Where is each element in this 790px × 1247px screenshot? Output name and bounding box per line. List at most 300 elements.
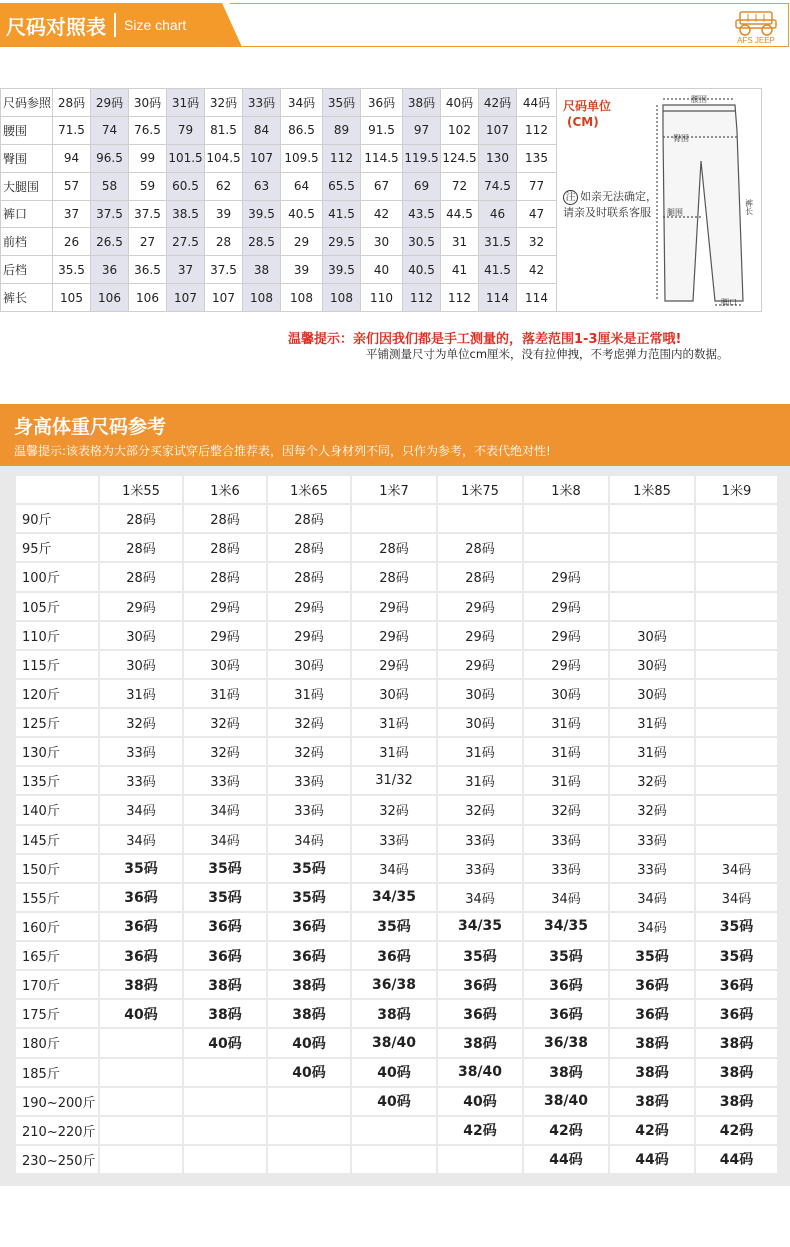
measurement-label: 大腿围 (1, 172, 53, 200)
recommended-size: 28码 (352, 534, 436, 561)
pants-diagram (653, 91, 757, 307)
recommended-size: 32码 (352, 796, 436, 823)
recommended-size: 38码 (184, 971, 266, 998)
recommended-size: 33码 (524, 826, 608, 853)
measurement-value: 39 (205, 200, 243, 228)
measurement-value: 102 (441, 116, 479, 144)
recommended-size: 44码 (610, 1146, 694, 1173)
recommend-row (16, 738, 777, 765)
recommended-size: 44码 (696, 1146, 777, 1173)
recommend-row (16, 826, 777, 853)
weight-label: 125斤 (16, 709, 98, 736)
page-title: 尺码对照表 (6, 15, 106, 39)
weight-label: 210~220斤 (16, 1117, 98, 1144)
recommended-size: 34码 (696, 884, 777, 911)
measurement-label: 裤长 (1, 284, 53, 312)
measurement-value: 112 (403, 284, 441, 312)
recommended-size: 31码 (438, 738, 522, 765)
height-header: 1米8 (524, 476, 608, 503)
weight-label: 145斤 (16, 826, 98, 853)
recommended-size: 30码 (438, 709, 522, 736)
recommend-row (16, 1088, 777, 1115)
recommended-size: 40码 (438, 1088, 522, 1115)
measurement-value: 31 (441, 228, 479, 256)
recommend-row (16, 855, 777, 882)
size-diagram-panel (557, 89, 762, 312)
recommended-size (352, 1117, 436, 1144)
size-column-header: 38码 (403, 89, 441, 117)
measurement-value: 130 (479, 144, 517, 172)
recommended-size: 31码 (524, 738, 608, 765)
recommended-size (184, 1117, 266, 1144)
recommended-size: 29码 (100, 593, 182, 620)
measurement-value: 77 (517, 172, 557, 200)
recommend-corner-cell (16, 476, 98, 503)
recommended-size: 31码 (524, 767, 608, 794)
measurement-value: 60.5 (167, 172, 205, 200)
recommended-size: 33码 (268, 796, 350, 823)
measurement-value: 62 (205, 172, 243, 200)
recommended-size: 36码 (696, 971, 777, 998)
recommend-row (16, 534, 777, 561)
recommend-row (16, 1117, 777, 1144)
measurement-value: 114 (517, 284, 557, 312)
recommend-row (16, 971, 777, 998)
recommended-size: 32码 (268, 738, 350, 765)
recommended-size (184, 1059, 266, 1086)
recommended-size: 28码 (268, 563, 350, 590)
recommended-size: 35码 (352, 913, 436, 940)
recommended-size (610, 563, 694, 590)
recommend-row (16, 622, 777, 649)
recommended-size: 28码 (100, 563, 182, 590)
recommended-size: 30码 (184, 651, 266, 678)
recommended-size: 36码 (524, 971, 608, 998)
recommended-size: 31/32 (352, 767, 436, 794)
recommended-size: 38码 (524, 1059, 608, 1086)
height-header: 1米9 (696, 476, 777, 503)
recommended-size (268, 1146, 350, 1173)
recommended-size (268, 1117, 350, 1144)
recommended-size: 35码 (184, 855, 266, 882)
recommended-size: 33码 (100, 738, 182, 765)
measurement-label: 后档 (1, 256, 53, 284)
measurement-value: 86.5 (281, 116, 323, 144)
recommended-size: 34码 (100, 796, 182, 823)
recommended-size: 28码 (352, 563, 436, 590)
size-reference-header: 尺码参照 (1, 89, 53, 117)
recommended-size: 30码 (610, 622, 694, 649)
recommended-size: 33码 (100, 767, 182, 794)
tip-secondary: 平铺测量尺寸为单位cm厘米，没有拉伸拽，不考虑弹力范围内的数据。 (366, 347, 729, 361)
recommend-row (16, 1000, 777, 1027)
measurement-value: 76.5 (129, 116, 167, 144)
recommended-size: 33码 (352, 826, 436, 853)
weight-label: 120斤 (16, 680, 98, 707)
measurement-value: 63 (243, 172, 281, 200)
measurement-value: 94 (53, 144, 91, 172)
recommended-size: 38码 (610, 1088, 694, 1115)
recommended-size: 38码 (696, 1059, 777, 1086)
weight-label: 165斤 (16, 942, 98, 969)
measurement-value: 40 (361, 256, 403, 284)
recommended-size: 32码 (610, 767, 694, 794)
recommended-size (352, 505, 436, 532)
measurement-value: 26.5 (91, 228, 129, 256)
measurement-value: 37.5 (91, 200, 129, 228)
recommended-size: 33码 (438, 826, 522, 853)
measurement-value: 31.5 (479, 228, 517, 256)
measurement-value: 108 (243, 284, 281, 312)
recommend-row (16, 680, 777, 707)
recommended-size (696, 738, 777, 765)
measurement-value: 64 (281, 172, 323, 200)
recommended-size: 42码 (610, 1117, 694, 1144)
measurement-value: 69 (403, 172, 441, 200)
recommended-size: 36码 (100, 913, 182, 940)
recommended-size: 31码 (100, 680, 182, 707)
measurement-value: 30 (361, 228, 403, 256)
recommended-size (100, 1059, 182, 1086)
recommended-size (268, 1088, 350, 1115)
recommended-size: 34码 (524, 884, 608, 911)
recommended-size: 34码 (610, 913, 694, 940)
recommend-row (16, 942, 777, 969)
recommended-size: 30码 (438, 680, 522, 707)
weight-label: 90斤 (16, 505, 98, 532)
measurement-value: 29.5 (323, 228, 361, 256)
recommended-size: 33码 (268, 767, 350, 794)
recommended-size: 40码 (100, 1000, 182, 1027)
measurement-value: 114 (479, 284, 517, 312)
recommended-size (352, 1146, 436, 1173)
height-header: 1米75 (438, 476, 522, 503)
measurement-value: 106 (129, 284, 167, 312)
measurement-value: 42 (517, 256, 557, 284)
measurement-value: 57 (53, 172, 91, 200)
recommended-size: 40码 (352, 1059, 436, 1086)
recommended-size: 34码 (100, 826, 182, 853)
measurement-label: 前档 (1, 228, 53, 256)
recommended-size: 40码 (184, 1029, 266, 1056)
recommended-size: 28码 (184, 563, 266, 590)
measurement-value: 101.5 (167, 144, 205, 172)
recommended-size (524, 505, 608, 532)
recommended-size: 36码 (184, 942, 266, 969)
recommend-row (16, 796, 777, 823)
measurement-value: 106 (91, 284, 129, 312)
recommended-size: 35码 (268, 884, 350, 911)
measurement-value: 89 (323, 116, 361, 144)
measurement-value: 40.5 (281, 200, 323, 228)
diagram-thigh-label: 腿围 (667, 208, 683, 217)
recommended-size: 38码 (352, 1000, 436, 1027)
recommend-title: 身高体重尺码参考 (14, 416, 167, 438)
measurement-value: 99 (129, 144, 167, 172)
measurement-value: 84 (243, 116, 281, 144)
recommended-size: 29码 (352, 593, 436, 620)
recommended-size: 28码 (438, 534, 522, 561)
measurement-value: 74.5 (479, 172, 517, 200)
recommended-size: 38码 (268, 971, 350, 998)
recommended-size: 29码 (438, 651, 522, 678)
measurement-value: 107 (479, 116, 517, 144)
measurement-value: 114.5 (361, 144, 403, 172)
measurement-value: 39 (281, 256, 323, 284)
recommended-size: 33码 (524, 855, 608, 882)
recommended-size: 38码 (184, 1000, 266, 1027)
measurement-value: 39.5 (243, 200, 281, 228)
recommended-size: 36/38 (524, 1029, 608, 1056)
recommended-size (696, 651, 777, 678)
weight-label: 230~250斤 (16, 1146, 98, 1173)
recommended-size: 28码 (268, 505, 350, 532)
recommended-size: 32码 (268, 709, 350, 736)
recommended-size: 29码 (524, 651, 608, 678)
measurement-value: 36 (91, 256, 129, 284)
recommended-size (100, 1146, 182, 1173)
recommended-size: 33码 (184, 767, 266, 794)
measurement-value: 37.5 (205, 256, 243, 284)
measurement-value: 59 (129, 172, 167, 200)
measurement-value: 41 (441, 256, 479, 284)
recommended-size: 29码 (184, 622, 266, 649)
recommended-size: 40码 (268, 1029, 350, 1056)
recommended-size: 36/38 (352, 971, 436, 998)
page-subtitle: Size chart (124, 17, 187, 33)
recommended-size: 44码 (524, 1146, 608, 1173)
recommend-table (14, 474, 779, 1175)
header-banner (0, 3, 790, 47)
measurement-label: 腰围 (1, 116, 53, 144)
measurement-value: 71.5 (53, 116, 91, 144)
measurement-value: 39.5 (323, 256, 361, 284)
size-column-header: 34码 (281, 89, 323, 117)
recommended-size: 29码 (352, 651, 436, 678)
measurement-value: 37.5 (129, 200, 167, 228)
recommended-size: 29码 (268, 622, 350, 649)
weight-label: 110斤 (16, 622, 98, 649)
recommended-size: 30码 (610, 680, 694, 707)
recommended-size (438, 505, 522, 532)
measurement-value: 44.5 (441, 200, 479, 228)
recommended-size: 38/40 (524, 1088, 608, 1115)
recommended-size: 31码 (610, 738, 694, 765)
measurement-value: 36.5 (129, 256, 167, 284)
brand-logo (726, 6, 786, 48)
recommended-size: 36码 (268, 913, 350, 940)
weight-label: 180斤 (16, 1029, 98, 1056)
measurement-value: 67 (361, 172, 403, 200)
recommended-size: 34码 (184, 826, 266, 853)
recommended-size: 33码 (610, 826, 694, 853)
recommended-size: 31码 (184, 680, 266, 707)
measurement-value: 96.5 (91, 144, 129, 172)
recommend-row (16, 651, 777, 678)
recommend-row (16, 913, 777, 940)
recommended-size: 33码 (610, 855, 694, 882)
measurement-value: 107 (205, 284, 243, 312)
measurement-value: 41.5 (479, 256, 517, 284)
recommended-size: 28码 (184, 505, 266, 532)
recommend-row (16, 563, 777, 590)
recommended-size: 29码 (524, 563, 608, 590)
recommended-size (696, 709, 777, 736)
measurement-value: 30.5 (403, 228, 441, 256)
recommended-size: 35码 (610, 942, 694, 969)
measurement-value: 47 (517, 200, 557, 228)
recommended-size (610, 505, 694, 532)
recommend-banner (0, 404, 790, 466)
weight-label: 175斤 (16, 1000, 98, 1027)
measurement-value: 32 (517, 228, 557, 256)
recommended-size: 35码 (696, 913, 777, 940)
recommended-size: 38/40 (352, 1029, 436, 1056)
recommend-row (16, 709, 777, 736)
recommended-size: 38/40 (438, 1059, 522, 1086)
recommended-size: 31码 (610, 709, 694, 736)
recommend-row (16, 1146, 777, 1173)
recommend-header-row (16, 476, 777, 503)
recommended-size: 38码 (100, 971, 182, 998)
recommended-size: 29码 (438, 622, 522, 649)
measurement-value: 41.5 (323, 200, 361, 228)
recommended-size: 34码 (438, 884, 522, 911)
recommended-size: 30码 (524, 680, 608, 707)
recommended-size (696, 505, 777, 532)
recommended-size: 38码 (696, 1088, 777, 1115)
weight-label: 140斤 (16, 796, 98, 823)
measurement-value: 81.5 (205, 116, 243, 144)
recommended-size: 35码 (524, 942, 608, 969)
size-column-header: 33码 (243, 89, 281, 117)
weight-label: 130斤 (16, 738, 98, 765)
measurement-value: 74 (91, 116, 129, 144)
measurement-value: 35.5 (53, 256, 91, 284)
recommended-size (610, 593, 694, 620)
recommended-size: 42码 (438, 1117, 522, 1144)
recommend-note: 温馨提示:该表格为大部分买家试穿后整合推荐表，因每个人身材列不同，只作为参考，不表代绝对性! (14, 444, 551, 458)
recommended-size: 34/35 (352, 884, 436, 911)
header-outline (230, 3, 789, 47)
measurement-value: 37 (167, 256, 205, 284)
recommended-size: 36码 (696, 1000, 777, 1027)
recommended-size: 36码 (100, 884, 182, 911)
recommended-size: 33码 (438, 855, 522, 882)
recommended-size: 38码 (438, 1029, 522, 1056)
measurement-value: 27 (129, 228, 167, 256)
recommended-size: 36码 (610, 971, 694, 998)
recommended-size: 38码 (696, 1029, 777, 1056)
recommended-size: 29码 (438, 593, 522, 620)
recommended-size: 34/35 (438, 913, 522, 940)
weight-label: 190~200斤 (16, 1088, 98, 1115)
tip-main: 温馨提示：亲们因我们都是手工测量的，落差范围1-3厘米是正常哦! (288, 332, 682, 347)
recommended-size: 34/35 (524, 913, 608, 940)
unit-value: (CM) (567, 115, 599, 129)
recommended-size (696, 796, 777, 823)
recommended-size: 35码 (696, 942, 777, 969)
recommended-size (100, 1088, 182, 1115)
height-header: 1米55 (100, 476, 182, 503)
recommended-size: 34码 (610, 884, 694, 911)
recommended-size: 29码 (184, 593, 266, 620)
jeep-logo-icon (726, 6, 786, 38)
recommended-size: 35码 (268, 855, 350, 882)
title-divider (114, 13, 116, 37)
recommended-size: 36码 (100, 942, 182, 969)
measurement-value: 109.5 (281, 144, 323, 172)
measurement-value: 124.5 (441, 144, 479, 172)
recommended-size: 28码 (184, 534, 266, 561)
measurement-value: 46 (479, 200, 517, 228)
recommended-size: 36码 (524, 1000, 608, 1027)
recommended-size: 36码 (268, 942, 350, 969)
recommended-size: 38码 (268, 1000, 350, 1027)
unit-label: 尺码单位 (563, 99, 612, 113)
measurement-value: 37 (53, 200, 91, 228)
weight-label: 95斤 (16, 534, 98, 561)
measurement-value: 42 (361, 200, 403, 228)
measurement-value: 108 (323, 284, 361, 312)
recommended-size: 36码 (438, 1000, 522, 1027)
recommended-size: 34码 (352, 855, 436, 882)
height-header: 1米85 (610, 476, 694, 503)
measurement-value: 38 (243, 256, 281, 284)
measurement-value: 97 (403, 116, 441, 144)
logo-text: AFS JEEP (737, 36, 775, 45)
recommended-size: 31码 (524, 709, 608, 736)
measurement-value: 135 (517, 144, 557, 172)
recommended-size: 29码 (352, 622, 436, 649)
measurement-value: 108 (281, 284, 323, 312)
measurement-value: 27.5 (167, 228, 205, 256)
recommended-size: 32码 (184, 709, 266, 736)
recommended-size: 34码 (184, 796, 266, 823)
recommended-size: 32码 (438, 796, 522, 823)
measurement-value: 65.5 (323, 172, 361, 200)
weight-label: 115斤 (16, 651, 98, 678)
recommended-size: 30码 (352, 680, 436, 707)
recommended-size: 38码 (610, 1059, 694, 1086)
size-column-header: 35码 (323, 89, 361, 117)
contact-note (563, 189, 657, 221)
recommended-size: 29码 (524, 622, 608, 649)
measurement-value: 58 (91, 172, 129, 200)
size-column-header: 28码 (53, 89, 91, 117)
recommended-size: 36码 (610, 1000, 694, 1027)
weight-label: 185斤 (16, 1059, 98, 1086)
weight-label: 135斤 (16, 767, 98, 794)
recommended-size (696, 563, 777, 590)
recommended-size: 28码 (268, 534, 350, 561)
measurement-value: 112 (441, 284, 479, 312)
height-header: 1米7 (352, 476, 436, 503)
recommended-size (696, 826, 777, 853)
note-text: 如亲无法确定，请亲及时联系客服 (563, 190, 657, 219)
measurement-value: 79 (167, 116, 205, 144)
recommended-size: 42码 (696, 1117, 777, 1144)
recommended-size (696, 593, 777, 620)
measurement-value: 40.5 (403, 256, 441, 284)
measurement-value: 105 (53, 284, 91, 312)
height-header: 1米6 (184, 476, 266, 503)
recommended-size (100, 1029, 182, 1056)
recommended-size: 31码 (352, 738, 436, 765)
recommended-size: 32码 (184, 738, 266, 765)
height-header: 1米65 (268, 476, 350, 503)
size-column-header: 29码 (91, 89, 129, 117)
